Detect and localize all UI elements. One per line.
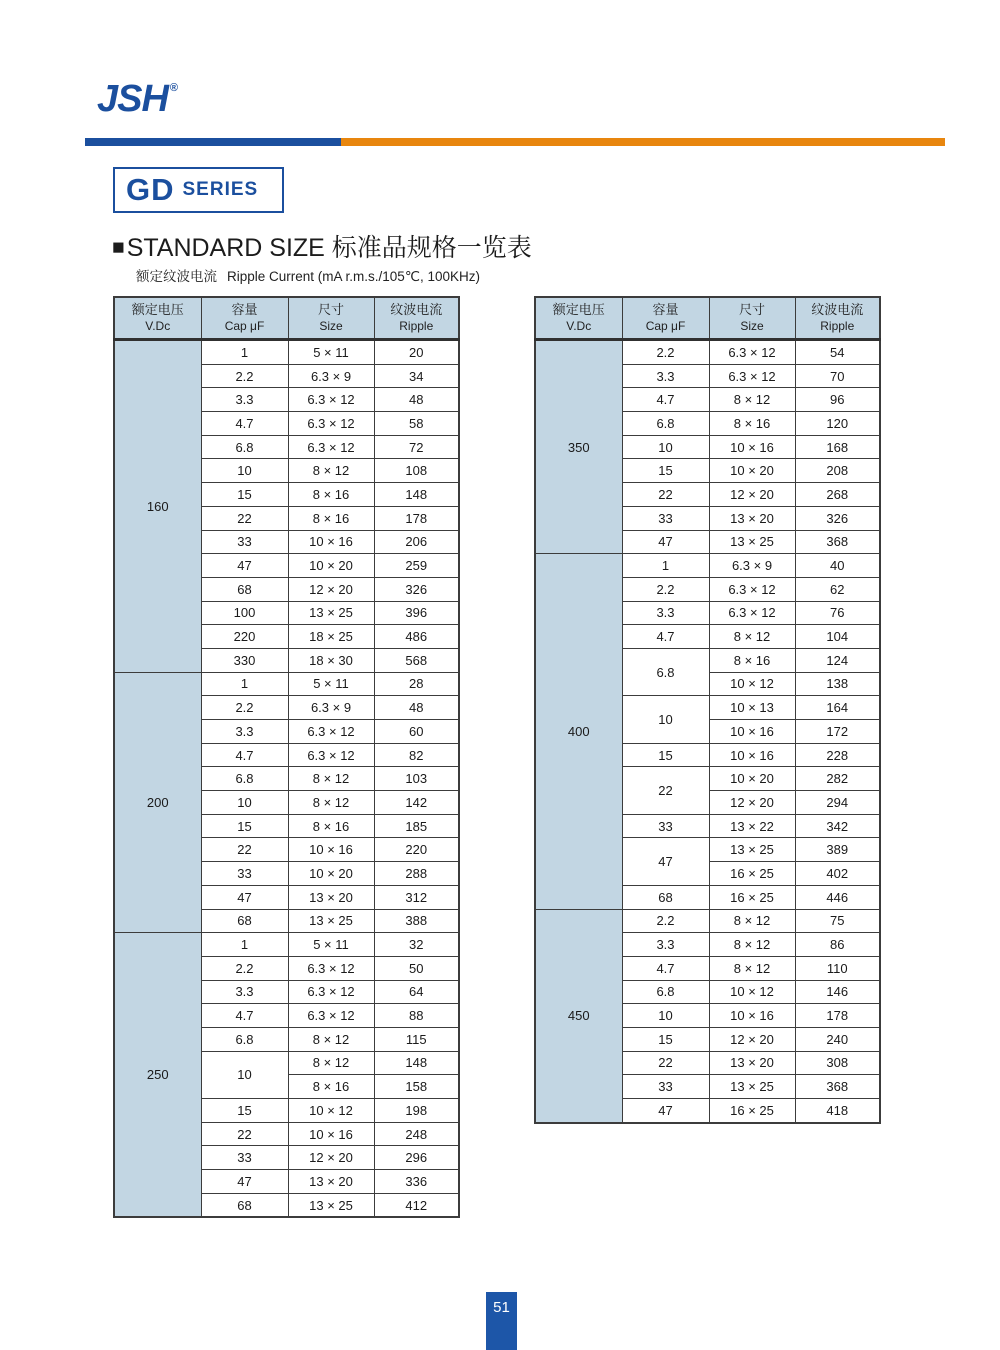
cap-cell: 3.3 xyxy=(201,388,288,412)
size-cell: 8 × 12 xyxy=(288,459,374,483)
ripple-cell: 208 xyxy=(795,459,880,483)
ripple-cell: 294 xyxy=(795,791,880,815)
ripple-cell: 103 xyxy=(374,767,459,791)
title-text: STANDARD SIZE 标准品规格一览表 xyxy=(126,234,532,262)
size-cell: 8 × 12 xyxy=(709,933,795,957)
cap-cell: 68 xyxy=(201,1193,288,1217)
size-cell: 13 × 25 xyxy=(709,530,795,554)
ripple-cell: 58 xyxy=(374,412,459,436)
size-cell: 10 × 20 xyxy=(288,554,374,578)
ripple-cell: 60 xyxy=(374,720,459,744)
header-row xyxy=(535,297,880,340)
page-number-box xyxy=(486,1292,517,1350)
table-row xyxy=(535,340,880,365)
ripple-cell: 402 xyxy=(795,862,880,886)
title-bullet-icon: ■ xyxy=(112,236,125,259)
size-cell: 6.3 × 12 xyxy=(288,743,374,767)
ripple-cell: 88 xyxy=(374,1004,459,1028)
cap-cell: 22 xyxy=(201,838,288,862)
ripple-cell: 120 xyxy=(795,412,880,436)
ripple-cell: 412 xyxy=(374,1193,459,1217)
cap-cell: 3.3 xyxy=(622,933,709,957)
ripple-cell: 104 xyxy=(795,625,880,649)
ripple-cell: 142 xyxy=(374,791,459,815)
size-cell: 6.3 × 9 xyxy=(288,364,374,388)
ripple-cell: 28 xyxy=(374,672,459,696)
cap-cell: 4.7 xyxy=(201,743,288,767)
cap-cell: 1 xyxy=(201,672,288,696)
spec-table-right xyxy=(534,296,881,1124)
size-header-cn: 尺寸 xyxy=(738,302,765,318)
column-header-ripple xyxy=(795,297,880,340)
size-cell: 6.3 × 12 xyxy=(288,388,374,412)
series-suffix: SERIES xyxy=(182,179,259,200)
size-cell: 8 × 12 xyxy=(709,388,795,412)
header-row xyxy=(114,297,459,340)
table-body xyxy=(114,340,459,1218)
size-cell: 10 × 12 xyxy=(709,980,795,1004)
size-cell: 8 × 16 xyxy=(288,483,374,507)
size-cell: 6.3 × 12 xyxy=(709,601,795,625)
cap-cell: 2.2 xyxy=(201,364,288,388)
size-cell: 6.3 × 12 xyxy=(709,364,795,388)
cap-header-cn: 容量 xyxy=(652,302,679,318)
size-cell: 10 × 16 xyxy=(709,743,795,767)
cap-cell: 2.2 xyxy=(201,956,288,980)
series-name: GD xyxy=(126,172,175,207)
ripple-cell: 185 xyxy=(374,814,459,838)
size-cell: 13 × 25 xyxy=(709,1075,795,1099)
cap-cell: 6.8 xyxy=(622,648,709,695)
ripple-cell: 86 xyxy=(795,933,880,957)
size-cell: 13 × 20 xyxy=(709,1051,795,1075)
page-title xyxy=(112,228,532,264)
size-cell: 12 × 20 xyxy=(288,1146,374,1170)
ripple-header-cn: 纹波电流 xyxy=(390,302,443,318)
cap-cell: 33 xyxy=(201,862,288,886)
ripple-cell: 396 xyxy=(374,601,459,625)
size-cell: 12 × 20 xyxy=(709,791,795,815)
cap-cell: 2.2 xyxy=(622,577,709,601)
ripple-cell: 388 xyxy=(374,909,459,933)
size-cell: 6.3 × 12 xyxy=(709,340,795,365)
size-cell: 10 × 16 xyxy=(288,1122,374,1146)
cap-cell: 3.3 xyxy=(622,601,709,625)
cap-cell: 15 xyxy=(201,483,288,507)
ripple-cell: 64 xyxy=(374,980,459,1004)
ripple-cell: 50 xyxy=(374,956,459,980)
cap-cell: 33 xyxy=(622,506,709,530)
size-cell: 6.3 × 12 xyxy=(288,435,374,459)
ripple-cell: 259 xyxy=(374,554,459,578)
size-cell: 18 × 25 xyxy=(288,625,374,649)
ripple-cell: 138 xyxy=(795,672,880,696)
ripple-cell: 34 xyxy=(374,364,459,388)
column-header-size xyxy=(709,297,795,340)
size-cell: 18 × 30 xyxy=(288,648,374,672)
cap-cell: 6.8 xyxy=(201,1027,288,1051)
size-cell: 5 × 11 xyxy=(288,340,374,365)
cap-cell: 68 xyxy=(201,577,288,601)
spec-table-left xyxy=(113,296,460,1218)
cap-cell: 10 xyxy=(622,435,709,459)
ripple-cell: 62 xyxy=(795,577,880,601)
cap-cell: 2.2 xyxy=(622,909,709,933)
cap-cell: 2.2 xyxy=(622,340,709,365)
cap-cell: 6.8 xyxy=(622,980,709,1004)
ripple-cell: 72 xyxy=(374,435,459,459)
voltage-cell: 160 xyxy=(114,340,201,673)
size-cell: 8 × 12 xyxy=(709,956,795,980)
ripple-cell: 268 xyxy=(795,483,880,507)
subtitle-cn: 额定纹波电流 xyxy=(136,269,217,284)
size-cell: 8 × 12 xyxy=(709,909,795,933)
ripple-cell: 568 xyxy=(374,648,459,672)
table-row xyxy=(535,909,880,933)
table-row xyxy=(535,554,880,578)
cap-cell: 220 xyxy=(201,625,288,649)
brand-logo xyxy=(97,78,177,121)
cap-cell: 15 xyxy=(622,743,709,767)
cap-cell: 33 xyxy=(201,530,288,554)
ripple-cell: 368 xyxy=(795,1075,880,1099)
column-header-size xyxy=(288,297,374,340)
cap-cell: 68 xyxy=(201,909,288,933)
size-header-en: Size xyxy=(319,319,343,334)
size-cell: 6.3 × 12 xyxy=(288,980,374,1004)
ripple-cell: 206 xyxy=(374,530,459,554)
cap-cell: 47 xyxy=(622,838,709,885)
size-cell: 5 × 11 xyxy=(288,933,374,957)
column-header-voltage xyxy=(114,297,201,340)
ripple-cell: 124 xyxy=(795,648,880,672)
column-header-cap xyxy=(201,297,288,340)
size-header-cn: 尺寸 xyxy=(317,302,344,318)
cap-cell: 47 xyxy=(622,1099,709,1123)
ripple-cell: 76 xyxy=(795,601,880,625)
cap-cell: 330 xyxy=(201,648,288,672)
cap-cell: 47 xyxy=(201,885,288,909)
ripple-cell: 178 xyxy=(374,506,459,530)
ripple-cell: 82 xyxy=(374,743,459,767)
size-cell: 6.3 × 12 xyxy=(288,956,374,980)
ripple-header-en: Ripple xyxy=(399,319,434,334)
registered-mark: ® xyxy=(169,82,178,94)
ripple-cell: 220 xyxy=(374,838,459,862)
ripple-cell: 228 xyxy=(795,743,880,767)
size-header-en: Size xyxy=(740,319,764,334)
ripple-cell: 282 xyxy=(795,767,880,791)
size-cell: 8 × 12 xyxy=(709,625,795,649)
voltage-header-cn: 额定电压 xyxy=(552,302,605,318)
size-cell: 12 × 20 xyxy=(709,483,795,507)
cap-cell: 1 xyxy=(201,340,288,365)
voltage-header-en: V.Dc xyxy=(145,319,171,334)
ripple-cell: 54 xyxy=(795,340,880,365)
ripple-cell: 486 xyxy=(374,625,459,649)
size-cell: 6.3 × 12 xyxy=(709,577,795,601)
cap-cell: 4.7 xyxy=(622,625,709,649)
size-cell: 13 × 25 xyxy=(709,838,795,862)
cap-cell: 33 xyxy=(622,1075,709,1099)
cap-cell: 1 xyxy=(622,554,709,578)
cap-cell: 4.7 xyxy=(201,1004,288,1028)
ripple-cell: 312 xyxy=(374,885,459,909)
cap-cell: 3.3 xyxy=(622,364,709,388)
cap-cell: 33 xyxy=(622,814,709,838)
ripple-cell: 368 xyxy=(795,530,880,554)
ripple-cell: 148 xyxy=(374,1051,459,1075)
cap-cell: 22 xyxy=(201,1122,288,1146)
size-cell: 6.3 × 12 xyxy=(288,1004,374,1028)
voltage-cell: 400 xyxy=(535,554,622,909)
cap-cell: 33 xyxy=(201,1146,288,1170)
series-box xyxy=(113,167,284,213)
ripple-cell: 172 xyxy=(795,720,880,744)
size-cell: 8 × 16 xyxy=(709,648,795,672)
size-cell: 10 × 12 xyxy=(288,1099,374,1123)
cap-cell: 22 xyxy=(622,1051,709,1075)
brand-logo-text: JSH xyxy=(97,78,168,120)
cap-cell: 4.7 xyxy=(622,388,709,412)
cap-cell: 1 xyxy=(201,933,288,957)
cap-cell: 15 xyxy=(201,1099,288,1123)
ripple-cell: 168 xyxy=(795,435,880,459)
ripple-cell: 96 xyxy=(795,388,880,412)
table-row xyxy=(114,340,459,365)
size-cell: 16 × 25 xyxy=(709,1099,795,1123)
cap-header-cn: 容量 xyxy=(231,302,258,318)
cap-cell: 10 xyxy=(622,1004,709,1028)
ripple-cell: 248 xyxy=(374,1122,459,1146)
cap-cell: 10 xyxy=(201,459,288,483)
cap-cell: 3.3 xyxy=(201,980,288,1004)
ripple-cell: 20 xyxy=(374,340,459,365)
size-cell: 13 × 25 xyxy=(288,601,374,625)
cap-cell: 15 xyxy=(622,459,709,483)
ripple-cell: 342 xyxy=(795,814,880,838)
cap-cell: 6.8 xyxy=(622,412,709,436)
ripple-cell: 40 xyxy=(795,554,880,578)
size-cell: 10 × 13 xyxy=(709,696,795,720)
size-cell: 10 × 16 xyxy=(709,720,795,744)
size-cell: 13 × 20 xyxy=(288,1170,374,1194)
size-cell: 8 × 12 xyxy=(288,767,374,791)
ripple-cell: 296 xyxy=(374,1146,459,1170)
cap-cell: 22 xyxy=(201,506,288,530)
ripple-cell: 146 xyxy=(795,980,880,1004)
size-cell: 10 × 20 xyxy=(288,862,374,886)
column-header-ripple xyxy=(374,297,459,340)
size-cell: 13 × 20 xyxy=(709,506,795,530)
ripple-cell: 418 xyxy=(795,1099,880,1123)
cap-cell: 4.7 xyxy=(201,412,288,436)
ripple-cell: 148 xyxy=(374,483,459,507)
ripple-cell: 70 xyxy=(795,364,880,388)
size-cell: 10 × 16 xyxy=(288,838,374,862)
ripple-cell: 158 xyxy=(374,1075,459,1099)
ripple-cell: 164 xyxy=(795,696,880,720)
ripple-header-cn: 纹波电流 xyxy=(811,302,864,318)
cap-cell: 100 xyxy=(201,601,288,625)
page-number: 51 xyxy=(493,1299,510,1316)
size-cell: 13 × 20 xyxy=(288,885,374,909)
size-cell: 8 × 16 xyxy=(288,1075,374,1099)
ripple-cell: 32 xyxy=(374,933,459,957)
column-header-voltage xyxy=(535,297,622,340)
cap-cell: 6.8 xyxy=(201,767,288,791)
size-cell: 6.3 × 9 xyxy=(288,696,374,720)
cap-cell: 2.2 xyxy=(201,696,288,720)
size-cell: 10 × 16 xyxy=(709,435,795,459)
table-body xyxy=(535,340,880,1123)
table-row xyxy=(114,672,459,696)
ripple-cell: 108 xyxy=(374,459,459,483)
divider-orange-segment xyxy=(341,138,945,146)
size-cell: 5 × 11 xyxy=(288,672,374,696)
ripple-cell: 48 xyxy=(374,696,459,720)
size-cell: 8 × 12 xyxy=(288,791,374,815)
subtitle xyxy=(136,265,480,285)
size-cell: 10 × 16 xyxy=(709,1004,795,1028)
size-cell: 13 × 25 xyxy=(288,909,374,933)
size-cell: 8 × 16 xyxy=(709,412,795,436)
ripple-cell: 446 xyxy=(795,885,880,909)
size-cell: 12 × 20 xyxy=(709,1027,795,1051)
cap-cell: 15 xyxy=(201,814,288,838)
size-cell: 6.3 × 12 xyxy=(288,720,374,744)
ripple-cell: 308 xyxy=(795,1051,880,1075)
ripple-cell: 115 xyxy=(374,1027,459,1051)
cap-cell: 47 xyxy=(201,1170,288,1194)
ripple-cell: 198 xyxy=(374,1099,459,1123)
ripple-cell: 336 xyxy=(374,1170,459,1194)
cap-cell: 10 xyxy=(622,696,709,743)
size-cell: 8 × 16 xyxy=(288,506,374,530)
ripple-cell: 326 xyxy=(795,506,880,530)
header-divider xyxy=(85,138,945,146)
size-cell: 10 × 20 xyxy=(709,459,795,483)
voltage-header-cn: 额定电压 xyxy=(131,302,184,318)
cap-cell: 22 xyxy=(622,767,709,814)
divider-blue-segment xyxy=(85,138,341,146)
cap-header-en: Cap μF xyxy=(224,319,265,334)
size-cell: 10 × 20 xyxy=(709,767,795,791)
size-cell: 10 × 12 xyxy=(709,672,795,696)
ripple-cell: 326 xyxy=(374,577,459,601)
size-cell: 8 × 12 xyxy=(288,1051,374,1075)
size-cell: 16 × 25 xyxy=(709,885,795,909)
cap-cell: 3.3 xyxy=(201,720,288,744)
size-cell: 8 × 12 xyxy=(288,1027,374,1051)
ripple-cell: 178 xyxy=(795,1004,880,1028)
column-header-cap xyxy=(622,297,709,340)
cap-cell: 6.8 xyxy=(201,435,288,459)
cap-cell: 47 xyxy=(201,554,288,578)
size-cell: 12 × 20 xyxy=(288,577,374,601)
voltage-cell: 250 xyxy=(114,933,201,1218)
ripple-cell: 110 xyxy=(795,956,880,980)
size-cell: 6.3 × 9 xyxy=(709,554,795,578)
size-cell: 13 × 22 xyxy=(709,814,795,838)
cap-cell: 10 xyxy=(201,1051,288,1098)
cap-cell: 47 xyxy=(622,530,709,554)
ripple-cell: 240 xyxy=(795,1027,880,1051)
cap-header-en: Cap μF xyxy=(645,319,686,334)
size-cell: 6.3 × 12 xyxy=(288,412,374,436)
cap-cell: 10 xyxy=(201,791,288,815)
voltage-cell: 450 xyxy=(535,909,622,1123)
voltage-cell: 200 xyxy=(114,672,201,933)
size-cell: 16 × 25 xyxy=(709,862,795,886)
cap-cell: 15 xyxy=(622,1027,709,1051)
cap-cell: 4.7 xyxy=(622,956,709,980)
ripple-header-en: Ripple xyxy=(820,319,855,334)
cap-cell: 68 xyxy=(622,885,709,909)
ripple-cell: 75 xyxy=(795,909,880,933)
size-cell: 13 × 25 xyxy=(288,1193,374,1217)
size-cell: 8 × 16 xyxy=(288,814,374,838)
voltage-cell: 350 xyxy=(535,340,622,554)
ripple-cell: 288 xyxy=(374,862,459,886)
size-cell: 10 × 16 xyxy=(288,530,374,554)
voltage-header-en: V.Dc xyxy=(566,319,592,334)
ripple-cell: 48 xyxy=(374,388,459,412)
table-row xyxy=(114,933,459,957)
cap-cell: 22 xyxy=(622,483,709,507)
ripple-cell: 389 xyxy=(795,838,880,862)
subtitle-en: Ripple Current (mA r.m.s./105℃, 100KHz) xyxy=(227,269,480,284)
